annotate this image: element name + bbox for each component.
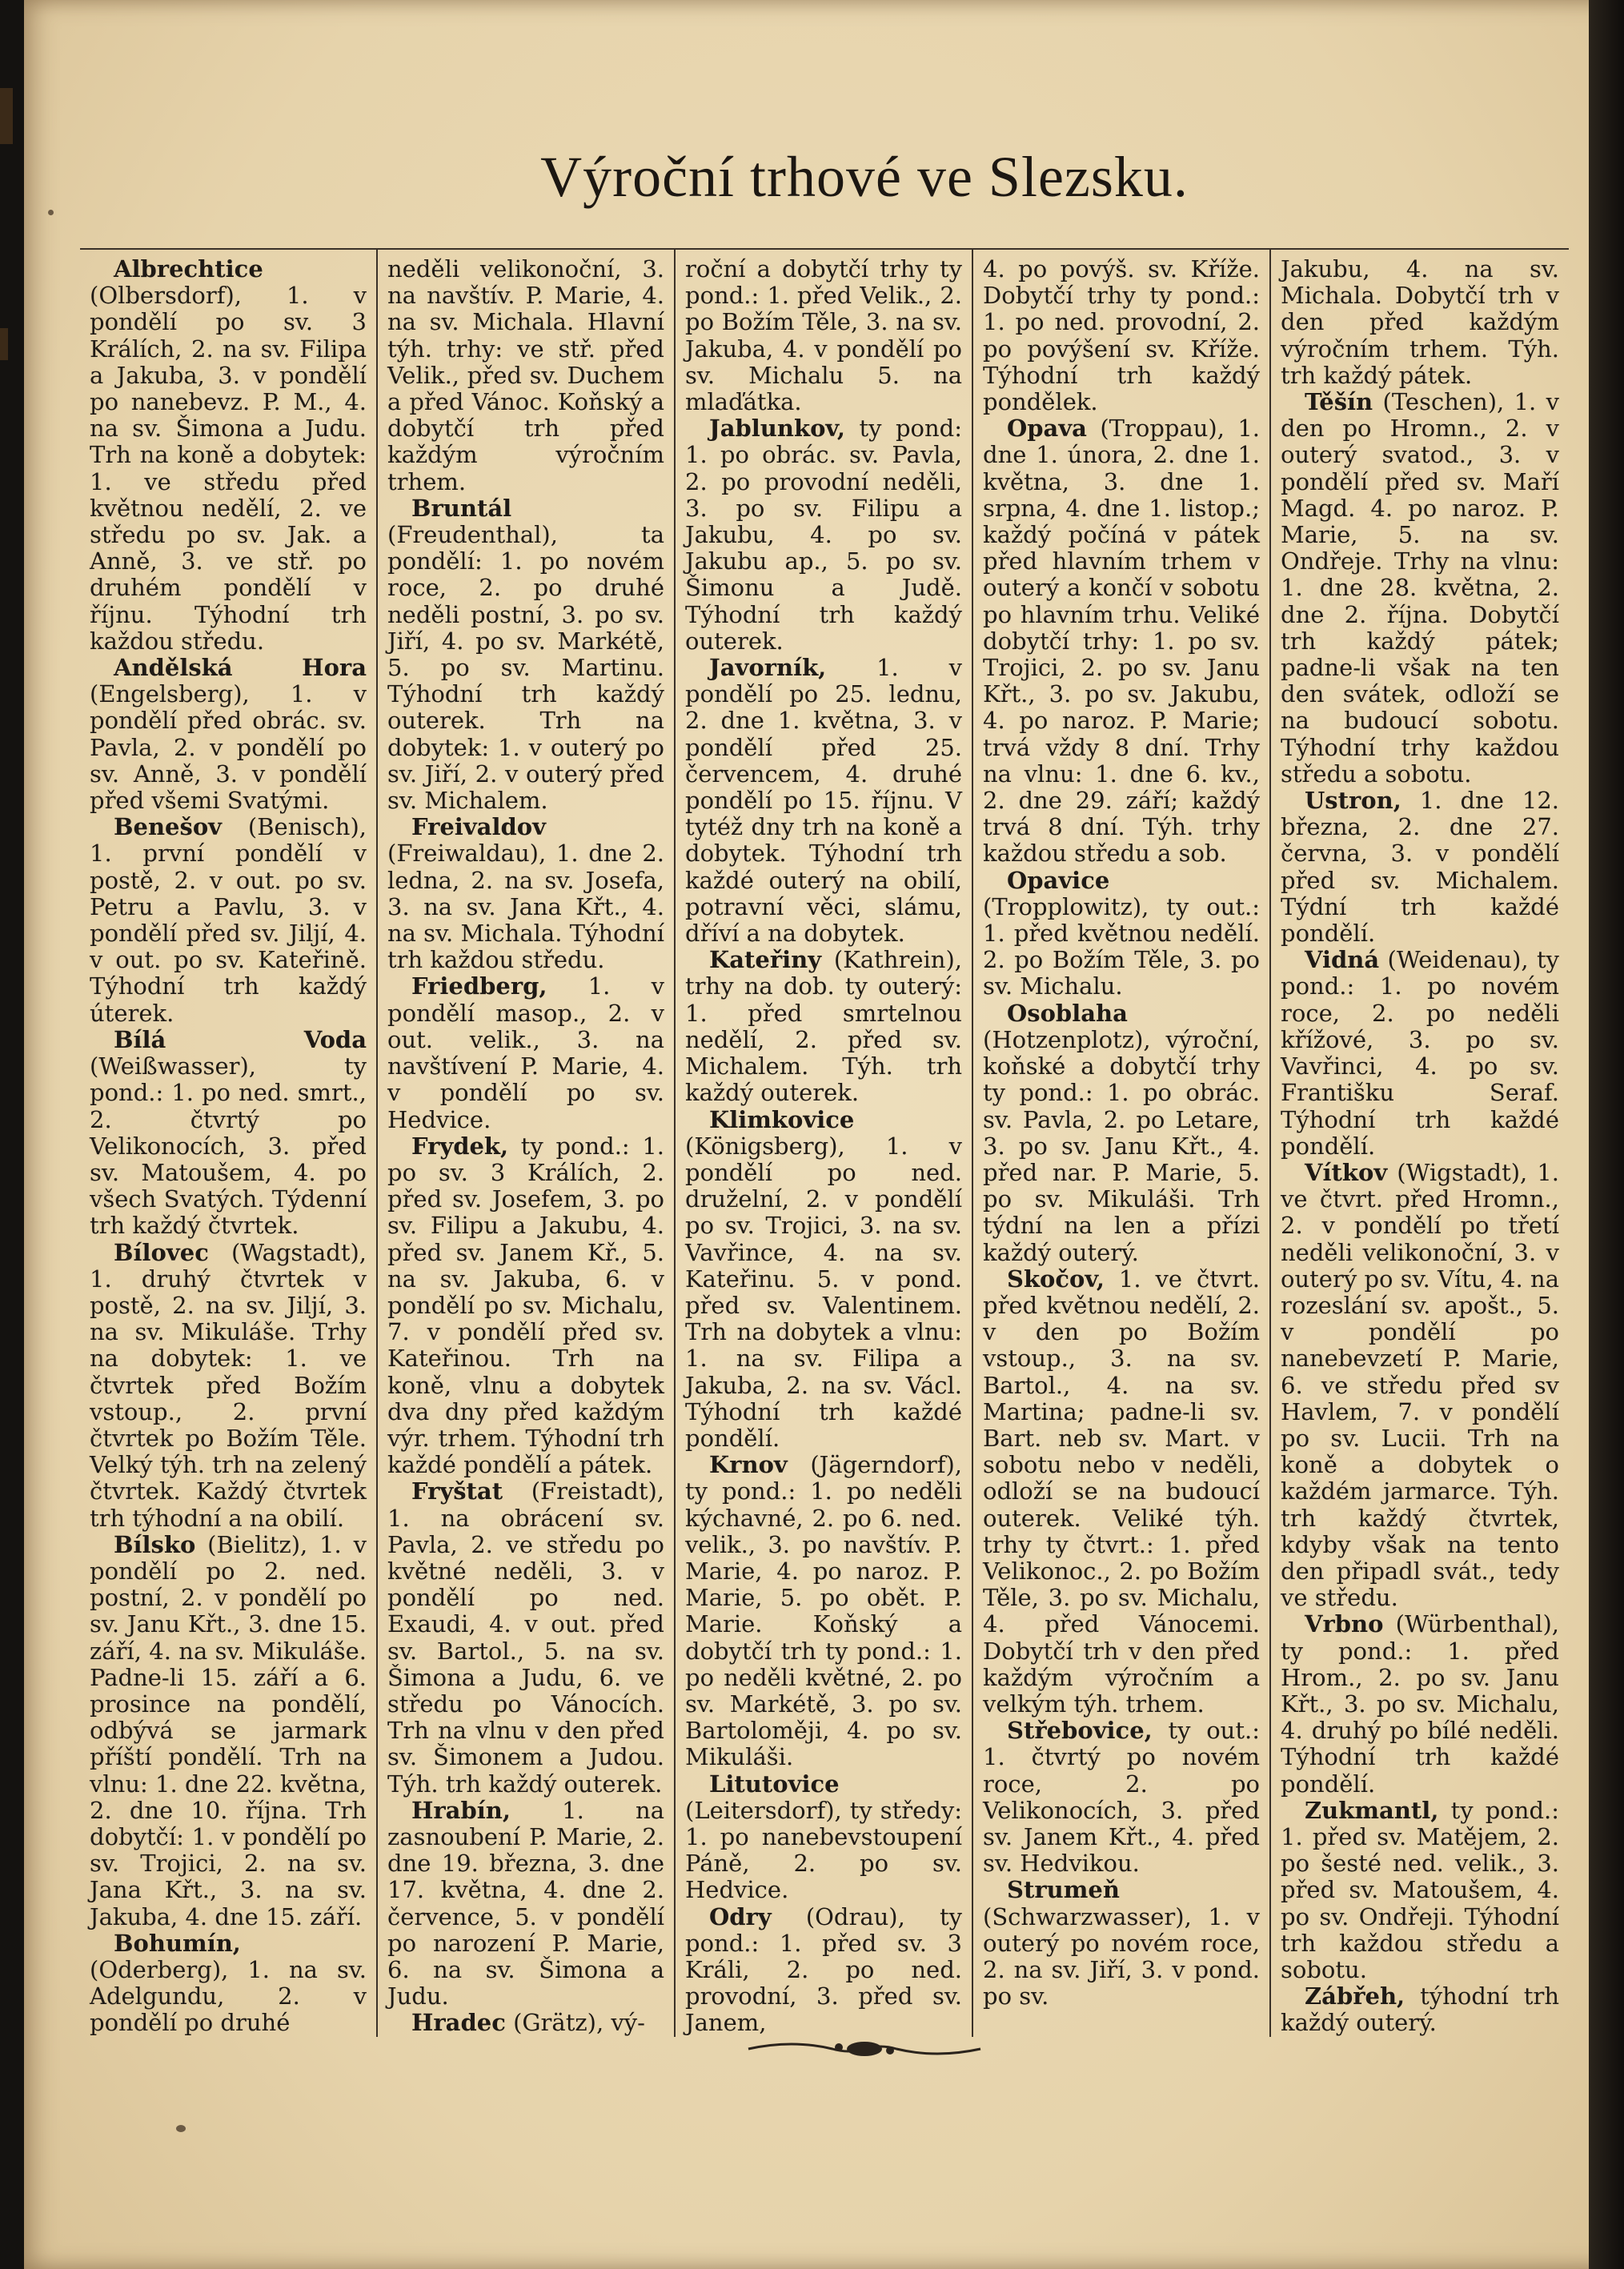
- town-name: Skočov,: [1007, 1265, 1105, 1293]
- market-dates-text: (Jägerndorf), ty pond.: 1. po neděli kýchavné, 2. po 6. ned. velik., 3. po navštív. P. Marie, 4. po naroz. P. Marie, 5. po obět. P. Marie. Koňský a dobytčí trh ty pond.: 1. po neděli květné, 2. po sv. Markétě, 3. po sv. Bartoloměji, 4. po sv. Mikuláši.: [685, 1451, 962, 1771]
- town-name: Odry: [709, 1902, 772, 1930]
- town-name: Krnov: [709, 1451, 788, 1479]
- town-name: Javorník,: [709, 654, 827, 682]
- market-dates-text: Jakubu, 4. na sv. Michala. Dobytčí trh v den před každým výročním trhem. Týh. trh každý pátek.: [1281, 255, 1559, 389]
- market-dates-text: (Odrau), ty pond.: 1. před sv. 3 Králi, 2. po ned. provodní, 3. před sv. Janem,: [685, 1902, 962, 2037]
- market-dates-text: 1. v pondělí po 25. lednu, 2. dne 1. května, 3. v pondělí před 25. červencem, 4. druhé pondělí po 15. říjnu. V tytéž dny trh na koně a dobytek. Týhodní trh každé outerý na obilí, potravní věci, slámu, dříví a na dobytek.: [685, 654, 962, 948]
- town-name: Bílá Voda: [114, 1025, 367, 1053]
- town-name: Albrechtice: [114, 255, 263, 283]
- market-entry: [90, 814, 367, 1027]
- market-entry: [983, 868, 1260, 1000]
- market-entry: [685, 1452, 962, 1770]
- market-entry: [1281, 788, 1559, 947]
- market-entry: [387, 256, 664, 495]
- market-entry: [387, 2010, 664, 2036]
- market-entry: [685, 947, 962, 1106]
- market-dates-text: ty pond: 1. po obrác. sv. Pavla, 2. po provodní neděli, 3. po sv. Filipu a Jakubu, 4. po sv. Jakubu ap., 5. po sv. Šimonu a Judě. Týhodní trh každý outerek.: [685, 415, 963, 655]
- paper-speck: [176, 2125, 186, 2132]
- town-name: Jablunkov,: [709, 415, 845, 443]
- column-5: [1271, 250, 1569, 2037]
- market-dates-text: (Wigstadt), 1. ve čtvrt. před Hromn., 2. v pondělí po třetí neděli velikonoční, 3. v outerý po sv. Vítu, 4. na rozeslání sv. apošt., 5. v pondělí po nanebevzetí P. Marie, 6. ve středu před sv Havlem, 7. v pondělí po sv. Lucii. Trh na koně a dobytek o každém jarmarce. Týh. trh každý čtvrtek, kdyby však na tento den připadl svát., tedy ve středu.: [1281, 1158, 1559, 1612]
- market-entry: [1281, 256, 1559, 389]
- market-dates-text: 1. dne 12. března, 2. dne 27. června, 3. v pondělí před sv. Michalem. Týdní trh každé pondělí.: [1281, 787, 1559, 948]
- market-dates-text: (Weißwasser), ty pond.: 1. po ned. smrt., 2. čtvrtý po Velikonocích, 3. před sv. Matoušem, 4. po všech Svatých. Týdenní trh každý čtvrtek.: [90, 1052, 367, 1240]
- town-name: Freivaldov: [411, 813, 546, 841]
- market-dates-text: (Schwarzwasser), 1. v outerý po novém roce, 2. na sv. Jiří, 3. v pond. po sv.: [983, 1902, 1260, 2010]
- town-name: Osoblaha: [1007, 999, 1128, 1027]
- town-name: Ustron,: [1305, 787, 1401, 815]
- market-dates-text: (Grätz), vý-: [513, 2009, 645, 2037]
- market-dates-text: (Kathrein), trhy na dob. ty outerý: 1. před smrtelnou nedělí, 2. před sv. Michalem. Týh. trh každý outerek.: [685, 946, 962, 1107]
- market-dates-text: (Tropplowitz), ty out.: 1. před květnou nedělí. 2. po Božím Těle, 3. po sv. Michalu.: [983, 892, 1260, 1000]
- town-name: Vrbno: [1305, 1610, 1384, 1638]
- market-dates-text: (Bielitz), 1. v pondělí po 2. ned. postní, 2. v pondělí po sv. Janu Křt., 3. dne 15. září, 4. na sv. Mikuláše. Padne-li 15. září a 6. prosince na pondělí, odbývá se jarmark příští pondělí. Trh na vlnu: 1. dne 22. května, 2. dne 10. října. Trh dobytčí: 1. v pondělí po sv. Trojici, 2. na sv. Jana Křt., 3. na sv. Jakuba, 4. dne 15. září.: [90, 1530, 367, 1930]
- market-entry: [387, 495, 664, 814]
- market-dates-text: 4. po povýš. sv. Kříže. Dobytčí trhy ty pond.: 1. po ned. provodní, 2. po povýšení sv. Kříže. Týhodní trh každý pondělek.: [983, 255, 1260, 416]
- market-dates-text: (Benisch), 1. první pondělí v postě, 2. v out. po sv. Petru a Pavlu, 3. v pondělí před sv. Jiljí, 4. v out. po sv. Kateřině. Týhodní trh každý úterek.: [90, 813, 367, 1027]
- town-name: Opava: [1007, 415, 1087, 443]
- town-name: Bílsko: [114, 1530, 196, 1558]
- town-name: Klimkovice: [709, 1105, 855, 1133]
- town-name: Zábřeh,: [1305, 1982, 1405, 2010]
- town-name: Opavice: [1007, 866, 1110, 894]
- market-entry: [685, 256, 962, 415]
- market-dates-text: (Weidenau), ty pond.: 1. po novém roce, 2. po neděli křížové, 3. po sv. Vavřinci, 4. po sv. Františku Seraf. Týhodní trh každé pondělí.: [1281, 946, 1559, 1160]
- market-entry: [90, 1930, 367, 2037]
- market-dates-text: (Hotzenplotz), výroční, koňské a dobytčí trhy ty pond.: 1. po obrác. sv. Pavla, 2. po Letare, 3. po sv. Janu Křt., 4. před nar. P. Marie, 5. po sv. Mikuláši. Trh týdní na len a přízi každý outerý.: [983, 1025, 1260, 1266]
- market-dates-text: (Teschen), 1. v den po Hromn., 2. v outerý svatod., 3. v pondělí před sv. Maří Magd. 4. po naroz. P. Marie, 5. na sv. Ondřeje. Trhy na vlnu: 1. dne 28. května, 2. dne 2. října. Dobytčí trh každý pátek; padne-li však na ten den svátek, odloží se na budoucí sobotu. Týhodní trhy každou středu a sobotu.: [1281, 388, 1559, 788]
- market-entry: [387, 814, 664, 973]
- market-dates-text: (Freiwaldau), 1. dne 2. ledna, 2. na sv. Josefa, 3. na sv. Jana Křt., 4. na sv. Michala. Týhodní trh každou středu.: [387, 840, 665, 974]
- town-name: Hradec: [411, 2009, 506, 2037]
- market-entry: [685, 1771, 962, 1904]
- town-name: Kateřiny: [709, 946, 822, 974]
- ornamental-divider: [744, 2033, 984, 2065]
- market-entry: [685, 1904, 962, 2037]
- town-name: Vítkov: [1305, 1158, 1388, 1186]
- town-name: Těšín: [1305, 388, 1373, 416]
- market-dates-text: 1. na zasnoubení P. Marie, 2. dne 19. března, 3. dne 17. května, 4. dne 2. července, 5. v pondělí po narození P. Marie, 6. na sv. Šimona a Judu.: [387, 1796, 664, 2010]
- market-entry: [685, 415, 962, 655]
- market-dates-text: ty out.: 1. čtvrtý po novém roce, 2. po Velikonocích, 3. před sv. Janem Křt., 4. před sv. Hedvikou.: [983, 1717, 1260, 1878]
- market-dates-text: 1. v pondělí masop., 2. v out. velik., 3. na navštívení P. Marie, 4. v pondělí po sv. Hedvice.: [387, 972, 664, 1133]
- market-entry: [1281, 1611, 1559, 1797]
- market-entry: [983, 1877, 1260, 2010]
- column-2: [378, 250, 676, 2037]
- column-3: [676, 250, 973, 2037]
- market-entry: [685, 1107, 962, 1453]
- market-entry: [1281, 947, 1559, 1160]
- market-entry: [983, 415, 1260, 867]
- market-entry: [90, 1532, 367, 1930]
- market-dates-text: týhodní trh každý outerý.: [1281, 1982, 1560, 2037]
- town-name: Fryštat: [411, 1477, 503, 1505]
- town-name: Benešov: [114, 813, 223, 841]
- binding-mark: [0, 88, 13, 144]
- page-title: Výroční trhové ve Slezsku.: [540, 145, 1189, 209]
- market-entry: [90, 1027, 367, 1240]
- town-name: Zukmantl,: [1305, 1796, 1439, 1824]
- market-entry: [387, 973, 664, 1132]
- market-dates-text: (Leitersdorf), ty středy: 1. po nanebevstoupení Páně, 2. po sv. Hedvice.: [685, 1796, 962, 1904]
- column-1: [80, 250, 378, 2037]
- town-name: Andělská Hora: [114, 654, 367, 682]
- paper-speck: [48, 210, 54, 215]
- town-name: Strumeň: [1007, 1876, 1120, 1904]
- town-name: Vidná: [1305, 946, 1380, 974]
- market-dates-text: neděli velikonoční, 3. na navštív. P. Marie, 4. na sv. Michala. Hlavní týh. trhy: ve stř. před Velik., před sv. Duchem a před Vánoc. Koňský a dobytčí trh před každým výročním trhem.: [387, 255, 664, 495]
- market-dates-text: ty pond.: 1. po sv. 3 Králích, 2. před sv. Josefem, 3. po sv. Filipu a Jakubu, 4. před sv. Janem Kř., 5. na sv. Jakuba, 6. v pondělí po sv. Michalu, 7. v pondělí před sv. Kateřinou. Trh na koně, vlnu a dobytek dva dny před každým výr. trhem. Týhodní trh každé pondělí a pátek.: [387, 1132, 665, 1479]
- market-entry: [1281, 389, 1559, 788]
- market-dates-text: roční a dobytčí trhy ty pond.: 1. před Velik., 2. po Božím Těle, 3. na sv. Jakuba, 4. v pondělí po sv. Michalu 5. na mlaďátka.: [685, 255, 962, 416]
- market-entry: [983, 1000, 1260, 1266]
- binding-mark: [0, 328, 8, 360]
- market-entry: [1281, 1798, 1559, 1983]
- market-dates-text: (Oderberg), 1. na sv. Adelgundu, 2. v pondělí po druhé: [90, 1956, 367, 2037]
- market-dates-text: (Olbersdorf), 1. v pondělí po sv. 3 Králích, 2. na sv. Filipa a Jakuba, 3. v pondělí po nanebevz. P. M., 4. na sv. Šimona a Judu. Trh na koně a dobytek: 1. ve středu před květnou nedělí, 2. ve středu po sv. Jak. a Anně, 3. ve stř. po druhém pondělí v říjnu. Týhodní trh každou středu.: [90, 282, 367, 655]
- market-entry: [90, 1240, 367, 1532]
- market-dates-text: (Würbenthal), ty pond.: 1. před Hrom., 2. po sv. Janu Křt., 3. po sv. Michalu, 4. druhý po bílé neděli. Týhodní trh každé pondělí.: [1281, 1610, 1559, 1798]
- market-entry: [90, 655, 367, 814]
- market-entry: [983, 1266, 1260, 1718]
- page-edge: [1589, 0, 1624, 2269]
- market-entry: [983, 1718, 1260, 1877]
- market-entry: [1281, 1983, 1559, 2036]
- market-dates-text: 1. ve čtvrt. před květnou nedělí, 2. v den po Božím vstoup., 3. na sv. Bartol., 4. na sv. Martina; padne-li sv. Bart. neb sv. Mart. v sobotu nebo v neděli, odloží se na budoucí outerek. Veliké týh. trhy ty čtvrt.: 1. před Velikonoc., 2. po Božím Těle, 3. po sv. Michalu, 4. před Vánocemi. Dobytčí trh v den před každým výročním a velkým týh. trhem.: [983, 1265, 1260, 1718]
- market-dates-text: ty pond.: 1. před sv. Matějem, 2. po šesté ned. velik., 3. před sv. Matoušem, 4. po sv. Ondřeji. Týhodní trh každou středu a sobotu.: [1281, 1796, 1559, 1983]
- column-4: [973, 250, 1271, 2037]
- text-columns: [80, 248, 1569, 2037]
- market-dates-text: (Engelsberg), 1. v pondělí před obrác. sv. Pavla, 2. v pondělí po sv. Anně, 3. v pondělí před všemi Svatými.: [90, 680, 367, 815]
- market-entry: [983, 256, 1260, 415]
- market-entry: [685, 655, 962, 947]
- town-name: Frydek,: [411, 1132, 509, 1160]
- market-entry: [387, 1478, 664, 1797]
- town-name: Bruntál: [411, 494, 512, 522]
- market-dates-text: (Königsberg), 1. v pondělí po ned. druželní, 2. v pondělí po sv. Trojici, 3. na sv. Vavřince, 4. na sv. Kateřinu. 5. v pond. před sv. Valentinem. Trh na dobytek a vlnu: 1. na sv. Filipa a Jakuba, 2. na sv. Václ. Týhodní trh každé pondělí.: [685, 1132, 962, 1452]
- town-name: Hrabín,: [411, 1796, 511, 1824]
- town-name: Střebovice,: [1007, 1717, 1153, 1745]
- market-entry: [387, 1133, 664, 1479]
- market-dates-text: (Wagstadt), 1. druhý čtvrtek v postě, 2. na sv. Jiljí, 3. na sv. Mikuláše. Trhy na dobytek: 1. ve čtvrtek před Božím vstoup., 2. první čtvrtek po Božím Těle. Velký týh. trh na zelený čtvrtek. Každý čtvrtek trh týhodní a na obilí.: [90, 1238, 367, 1532]
- town-name: Bohumín,: [114, 1929, 241, 1957]
- town-name: Litutovice: [709, 1770, 840, 1798]
- market-dates-text: (Freudenthal), ta pondělí: 1. po novém roce, 2. po druhé neděli postní, 3. po sv. Jiří, 4. po sv. Markétě, 5. po sv. Martinu. Týhodní trh každý outerek. Trh na dobytek: 1. v outerý po sv. Jiří, 2. v outerý před sv. Michalem.: [387, 521, 664, 815]
- market-dates-text: (Freistadt), 1. na obrácení sv. Pavla, 2. ve středu po květné neděli, 3. v pondělí po ned. Exaudi, 4. v out. před sv. Bartol., 5. na sv. Šimona a Judu, 6. ve středu po Vánocích. Trh na vlnu v den před sv. Šimonem a Judou. Týh. trh každý outerek.: [387, 1477, 664, 1798]
- town-name: Bílovec: [114, 1238, 209, 1266]
- town-name: Friedberg,: [411, 972, 547, 1000]
- market-entry: [90, 256, 367, 655]
- market-dates-text: (Troppau), 1. dne 1. února, 2. dne 1. května, 3. dne 1. srpna, 4. dne 1. listop.; každý počíná v pátek před hlavním trhem v outerý a končí v sobotu po hlavním trhu. Veliké dobytčí trhy: 1. po sv. Trojici, 2. po sv. Janu Křt., 3. po sv. Jakubu, 4. po naroz. P. Marie; trvá vždy 8 dní. Trhy na vlnu: 1. dne 6. kv., 2. dne 29. září; každý trvá 8 dní. Týh. trhy každou středu a sob.: [983, 415, 1261, 868]
- market-entry: [387, 1798, 664, 2010]
- market-entry: [1281, 1160, 1559, 1611]
